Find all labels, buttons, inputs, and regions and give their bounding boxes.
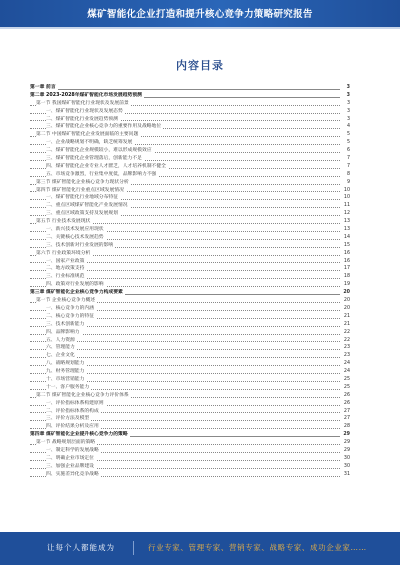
toc-entry-label: 第一章 前言 xyxy=(30,85,56,90)
toc-page-number: 7 xyxy=(346,156,350,162)
report-title: 煤矿智能化企业打造和提升核心竞争力策略研究报告 xyxy=(87,9,313,20)
toc-page-number: 23 xyxy=(343,345,350,351)
toc-entry-label: 二、评价指标体系的构成 xyxy=(46,408,99,414)
toc-leader-dots xyxy=(30,89,340,90)
toc-page-number: 6 xyxy=(346,148,350,154)
toc-item-row[interactable] xyxy=(30,210,350,218)
toc-item-row[interactable] xyxy=(30,368,350,376)
toc-page-number: 25 xyxy=(343,376,350,382)
toc-entry-label: 一、煤矿智能化行业地域分布特征 xyxy=(46,195,118,201)
toc-heading: 内容目录 xyxy=(176,59,224,72)
toc-entry-label: 二、地方政策支持 xyxy=(46,266,85,272)
toc-item-row[interactable] xyxy=(30,376,350,384)
toc-page-number: 29 xyxy=(343,432,350,438)
toc-entry-label: 一、国家产业政策 xyxy=(46,258,85,264)
toc-page-number: 15 xyxy=(343,242,350,248)
toc-page-number: 13 xyxy=(343,219,350,225)
toc-item-row[interactable] xyxy=(30,352,350,360)
toc-page-number: 3 xyxy=(346,116,350,122)
toc-entry-label: 九、财务管理能力 xyxy=(46,369,85,375)
toc-page-number: 9 xyxy=(346,179,350,185)
toc-page-number: 19 xyxy=(343,282,350,288)
toc-item-row[interactable] xyxy=(30,163,350,171)
toc-item-row[interactable] xyxy=(30,408,350,416)
toc-item-row[interactable] xyxy=(30,108,350,116)
toc-entry-label: 一、核心竞争力的内涵 xyxy=(46,305,94,311)
toc-item-row[interactable] xyxy=(30,313,350,321)
toc-page-number: 3 xyxy=(346,108,350,114)
toc-page-number: 23 xyxy=(343,353,350,359)
report-header xyxy=(0,0,400,27)
toc-item-row[interactable] xyxy=(30,360,350,368)
toc-entry-label: 一、评价指标体系构建原则 xyxy=(46,400,104,406)
toc-section-row[interactable] xyxy=(30,439,350,447)
toc-entry-label: 四、实施差异化竞争战略 xyxy=(46,471,99,477)
toc-chapter-row[interactable] xyxy=(30,289,350,297)
page-footer xyxy=(0,532,400,565)
footer-tagline: 行业专家、管理专家、营销专家、战略专家、成功企业家…… xyxy=(148,543,367,552)
toc-item-row[interactable] xyxy=(30,226,350,234)
toc-page-number: 20 xyxy=(343,305,350,311)
toc-entry-label: 一、企业战略规划不明确，缺乏统筹发展 xyxy=(46,140,133,146)
toc-section-row[interactable] xyxy=(30,179,350,187)
toc-section-row[interactable] xyxy=(30,100,350,108)
toc-item-row[interactable] xyxy=(30,202,350,210)
toc-section-row[interactable] xyxy=(30,131,350,139)
toc-entry-label: 第一节 我国煤矿智能化行业现状及发展前景 xyxy=(36,100,129,106)
toc-item-row[interactable] xyxy=(30,265,350,273)
toc-entry-label: 三、技术创新能力 xyxy=(46,321,85,327)
toc-entry-label: 第二章 2023-2028年煤矿智能化市场发展趋势预测 xyxy=(30,92,142,98)
toc-section-row[interactable] xyxy=(30,297,350,305)
toc-entry-label: 一、制定科学的发展战略 xyxy=(46,447,99,453)
toc-page-number: 24 xyxy=(343,361,350,367)
toc-page-number: 4 xyxy=(346,124,350,130)
toc-item-row[interactable] xyxy=(30,242,350,250)
toc-entry-label: 三、评价方法及模型 xyxy=(46,416,90,422)
toc-page-number: 5 xyxy=(346,132,350,138)
toc-item-row[interactable] xyxy=(30,194,350,202)
toc-entry-label: 五、人力资源 xyxy=(46,337,75,343)
toc-item-row[interactable] xyxy=(30,400,350,408)
toc-item-row[interactable] xyxy=(30,455,350,463)
toc-page-number: 31 xyxy=(343,471,350,477)
toc-entry-label: 一、煤矿智能化行业现状及发展态势 xyxy=(46,108,123,114)
toc-item-row[interactable] xyxy=(30,147,350,155)
toc-section-row[interactable] xyxy=(30,250,350,258)
toc-item-row[interactable] xyxy=(30,447,350,455)
toc-section-row[interactable] xyxy=(30,187,350,195)
toc-entry-label: 七、企业文化 xyxy=(46,353,75,359)
toc-item-row[interactable] xyxy=(30,123,350,131)
toc-chapter-row[interactable] xyxy=(30,84,350,92)
toc-page-number: 21 xyxy=(343,313,350,319)
toc-entry-label: 三、技术创新对行业发展的影响 xyxy=(46,242,114,248)
footer-slogan: 让每个人都能成为 xyxy=(47,543,115,552)
toc-item-row[interactable] xyxy=(30,337,350,345)
toc-item-row[interactable] xyxy=(30,329,350,337)
toc-page-number: 10 xyxy=(343,195,350,201)
toc-chapter-row[interactable] xyxy=(30,92,350,100)
toc-page-number: 13 xyxy=(343,227,350,233)
footer-divider xyxy=(133,541,134,555)
toc-section-row[interactable] xyxy=(30,392,350,400)
toc-item-row[interactable] xyxy=(30,139,350,147)
toc-item-row[interactable] xyxy=(30,471,350,479)
toc-chapter-row[interactable] xyxy=(30,431,350,439)
toc-entry-label: 四、政策对行业发展的影响 xyxy=(46,282,104,288)
toc-page-number: 10 xyxy=(343,187,350,193)
toc-entry-label: 二、关键核心技术发展趋势 xyxy=(46,234,104,240)
toc-page-number: 24 xyxy=(343,369,350,375)
toc-entry-label: 四、品牌影响力 xyxy=(46,329,80,335)
toc-page-number: 16 xyxy=(343,258,350,264)
toc-entry-label: 二、煤矿智能化企业规模较小，难以形成规模效应 xyxy=(46,148,152,154)
toc-item-row[interactable] xyxy=(30,463,350,471)
toc-item-row[interactable] xyxy=(30,155,350,163)
toc-entry-label: 第一节 企业核心竞争力概述 xyxy=(36,298,96,304)
toc-page-number: 7 xyxy=(346,163,350,169)
toc-item-row[interactable] xyxy=(30,258,350,266)
toc-entry-label: 第二节 中国煤矿智能化企业发展面临的主要问题 xyxy=(36,132,139,138)
toc-item-row[interactable] xyxy=(30,273,350,281)
toc-page-number: 11 xyxy=(343,203,350,209)
toc-page-number: 30 xyxy=(343,455,350,461)
toc-item-row[interactable] xyxy=(30,384,350,392)
toc-entry-label: 四、煤矿智能化企业专业人才匮乏，人才培养机制不健全 xyxy=(46,163,166,169)
toc-page-number: 5 xyxy=(346,140,350,146)
toc-page-number: 14 xyxy=(343,234,350,240)
toc-page-number: 27 xyxy=(343,416,350,422)
toc-page-number: 26 xyxy=(343,400,350,406)
toc-entry-label: 十、市场营销能力 xyxy=(46,376,85,382)
toc-page-number: 29 xyxy=(343,447,350,453)
toc-item-row[interactable] xyxy=(30,415,350,423)
toc-item-row[interactable] xyxy=(30,234,350,242)
toc-entry-label: 二、明确企业市场定位 xyxy=(46,455,94,461)
toc-entry-label: 第三章 煤矿智能化企业核心竞争力构成要素 xyxy=(30,290,123,296)
table-of-contents xyxy=(30,84,350,479)
toc-page-number: 22 xyxy=(343,329,350,335)
toc-page-number: 21 xyxy=(343,321,350,327)
toc-entry-label: 第一节 战略规划层面的策略 xyxy=(36,440,96,446)
toc-item-row[interactable] xyxy=(30,171,350,179)
toc-page-number: 16 xyxy=(343,250,350,256)
toc-entry-label: 第六节 行业政策环境分析 xyxy=(36,250,91,256)
toc-entry-label: 三、煤矿智能化企业核心竞争力的重要作用及战略地位 xyxy=(46,124,162,130)
toc-entry-label: 三、煤矿智能化企业管理落后，创新能力不足 xyxy=(46,156,142,162)
toc-item-row[interactable] xyxy=(30,281,350,289)
toc-entry-label: 三、行业标准规范 xyxy=(46,274,85,280)
toc-page-number: 28 xyxy=(343,424,350,430)
toc-page-number: 20 xyxy=(343,290,350,296)
toc-entry-label: 第四章 煤矿智能化企业提升核心竞争力的策略 xyxy=(30,432,128,438)
toc-item-row[interactable] xyxy=(30,344,350,352)
toc-entry-label: 十一、客户服务能力 xyxy=(46,384,90,390)
toc-entry-label: 第五节 行业技术发展现状 xyxy=(36,219,91,225)
toc-page-number: 3 xyxy=(346,85,350,90)
toc-entry-label: 二、重点区域煤矿智能化产业发展情况 xyxy=(46,203,128,209)
toc-entry-label: 三、重点区域政策支持及发展规划 xyxy=(46,211,118,217)
toc-item-row[interactable] xyxy=(30,321,350,329)
toc-page-number: 3 xyxy=(346,92,350,98)
toc-page-number: 26 xyxy=(343,392,350,398)
toc-page-number: 25 xyxy=(343,384,350,390)
toc-page-number: 17 xyxy=(343,266,350,272)
toc-entry-label: 二、核心竞争力的特征 xyxy=(46,313,94,319)
toc-entry-label: 第四节 煤矿智能化行业重点区域发展情况 xyxy=(36,187,124,193)
toc-entry-label: 三、加强企业品牌建设 xyxy=(46,463,94,469)
toc-page-number: 20 xyxy=(343,298,350,304)
toc-entry-label: 五、市场竞争激烈，行业集中度低，品牌影响力不强 xyxy=(46,171,157,177)
toc-page-number: 22 xyxy=(343,337,350,343)
toc-page-number: 30 xyxy=(343,463,350,469)
toc-entry-label: 第三节 煤矿智能化企业核心竞争力现状分析 xyxy=(36,179,129,185)
toc-item-row[interactable] xyxy=(30,116,350,124)
toc-entry-label: 一、新兴技术发展应用现状 xyxy=(46,227,104,233)
toc-item-row[interactable] xyxy=(30,305,350,313)
toc-entry-label: 八、战略规划能力 xyxy=(46,361,85,367)
header-divider xyxy=(0,27,400,29)
toc-page-number: 29 xyxy=(343,440,350,446)
toc-entry-label: 二、煤矿智能化行业发展趋势预测 xyxy=(46,116,118,122)
toc-entry-label: 四、评价结果分析及应用 xyxy=(46,424,99,430)
toc-section-row[interactable] xyxy=(30,218,350,226)
toc-entry-label: 六、管理能力 xyxy=(46,345,75,351)
toc-page-number: 27 xyxy=(343,408,350,414)
toc-entry-label: 第二节 煤矿智能化企业核心竞争力评价体系 xyxy=(36,392,129,398)
toc-page-number: 3 xyxy=(346,100,350,106)
toc-item-row[interactable] xyxy=(30,423,350,431)
toc-page-number: 18 xyxy=(343,274,350,280)
toc-page-number: 8 xyxy=(346,171,350,177)
toc-page-number: 12 xyxy=(343,211,350,217)
